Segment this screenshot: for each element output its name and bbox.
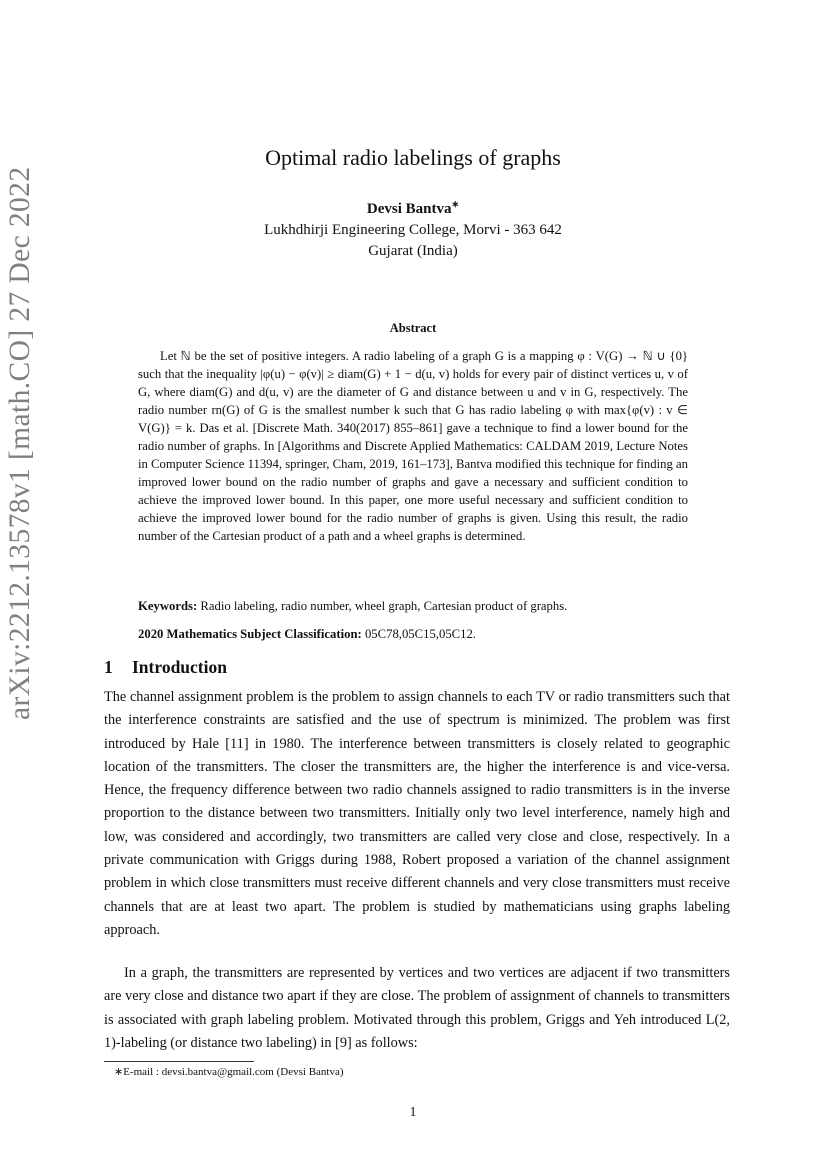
keywords xyxy=(138,597,698,615)
author-name: Devsi Bantva xyxy=(366,201,452,217)
intro-paragraph-1: The channel assignment problem is the problem to assign channels to each TV or radio transmitters such that the interference constraints are satisfied and the use of spectrum is minimized. The problem was first introduced by Hale [11] in 1980. The interference between transmitters is closely related to geographic location of the transmitters. The closer the transmitters are, the higher the interference is and vice-versa. Hence, the frequency difference between two radio channels assigned to radio transmitters is in the inverse proportion to the distance between two transmitters. Initially only two level interference, namely high and low, was considered and accordingly, two transmitters are called very close and close, respectively. In a private communication with Griggs during 1988, Robert proposed a variation of the channel assignment problem in which close transmitters must receive different channels and very close transmitters must receive channels that are at least two apart. The problem is studied by mathematicians using graphs labeling approach. xyxy=(104,689,730,938)
affiliation-line-1: Lukhdhirji Engineering College, Morvi - 363 642 xyxy=(264,222,562,238)
keywords-text: Radio labeling, radio number, wheel graph, Cartesian product of graphs. xyxy=(200,599,568,613)
msc-classification xyxy=(138,625,698,643)
msc-label: 2020 Mathematics Subject Classification: xyxy=(138,627,362,641)
footnote-mark: ∗ xyxy=(451,199,460,209)
abstract-text: Let ℕ be the set of positive integers. A radio labeling of a graph G is a mapping φ : V(G) → ℕ ∪ {0} such that the inequality |φ(u) − φ(v)| ≥ diam(G) + 1 − d(u, v) holds for every pair of distinct vertices u, v of G, where diam(G) and d(u, v) are the diameter of G and distance between u and v in G, respectively. The radio number rn(G) of G is the smallest number k such that G has radio labeling φ with max{φ(v) : v ∈ V(G)} = k. Das et al. [Discrete Math. 340(2017) 855–861] gave a technique to find a lower bound for the radio number of graphs. In [Algorithms and Discrete Applied Mathematics: CALDAM 2019, Lecture Notes in Computer Science 11394, springer, Cham, 2019, 161–173], Bantva modified this technique for finding an improved lower bound on the radio number of graphs and gave a necessary and sufficient condition to achieve the improved lower bound. In this paper, one more useful necessary and sufficient condition to achieve the improved lower bound for the radio number of graphs is given. Using this result, the radio number of the Cartesian product of a path and a wheel graphs is determined. xyxy=(138,349,688,543)
arxiv-identifier: arXiv:2212.13578v1 [math.CO] 27 Dec 2022 xyxy=(4,166,36,720)
intro-paragraph-2: In a graph, the transmitters are represented by vertices and two vertices are adjacent if two transmitters are very close and distance two apart if they are close. The problem of assignment of channels to transmitters is associated with graph labeling problem. Motivated through this problem, Griggs and Yeh introduced L(2, 1)-labeling (or distance two labeling) in [9] as follows: xyxy=(104,965,730,1051)
affiliation-line-2: Gujarat (India) xyxy=(368,243,458,259)
section-title: Introduction xyxy=(132,657,227,677)
abstract-heading: Abstract xyxy=(389,321,437,335)
section-number: 1 xyxy=(104,657,113,677)
paper-title: Optimal radio labelings of graphs xyxy=(265,145,561,170)
footnote: ∗E-mail : devsi.bantva@gmail.com (Devsi Bantva) xyxy=(114,1066,344,1078)
section-heading xyxy=(104,657,227,678)
msc-text: 05C78,05C15,05C12. xyxy=(364,627,476,641)
page-number: 1 xyxy=(409,1105,417,1120)
footnote-rule xyxy=(104,1061,254,1062)
keywords-label: Keywords: xyxy=(138,599,198,613)
author xyxy=(0,201,826,218)
